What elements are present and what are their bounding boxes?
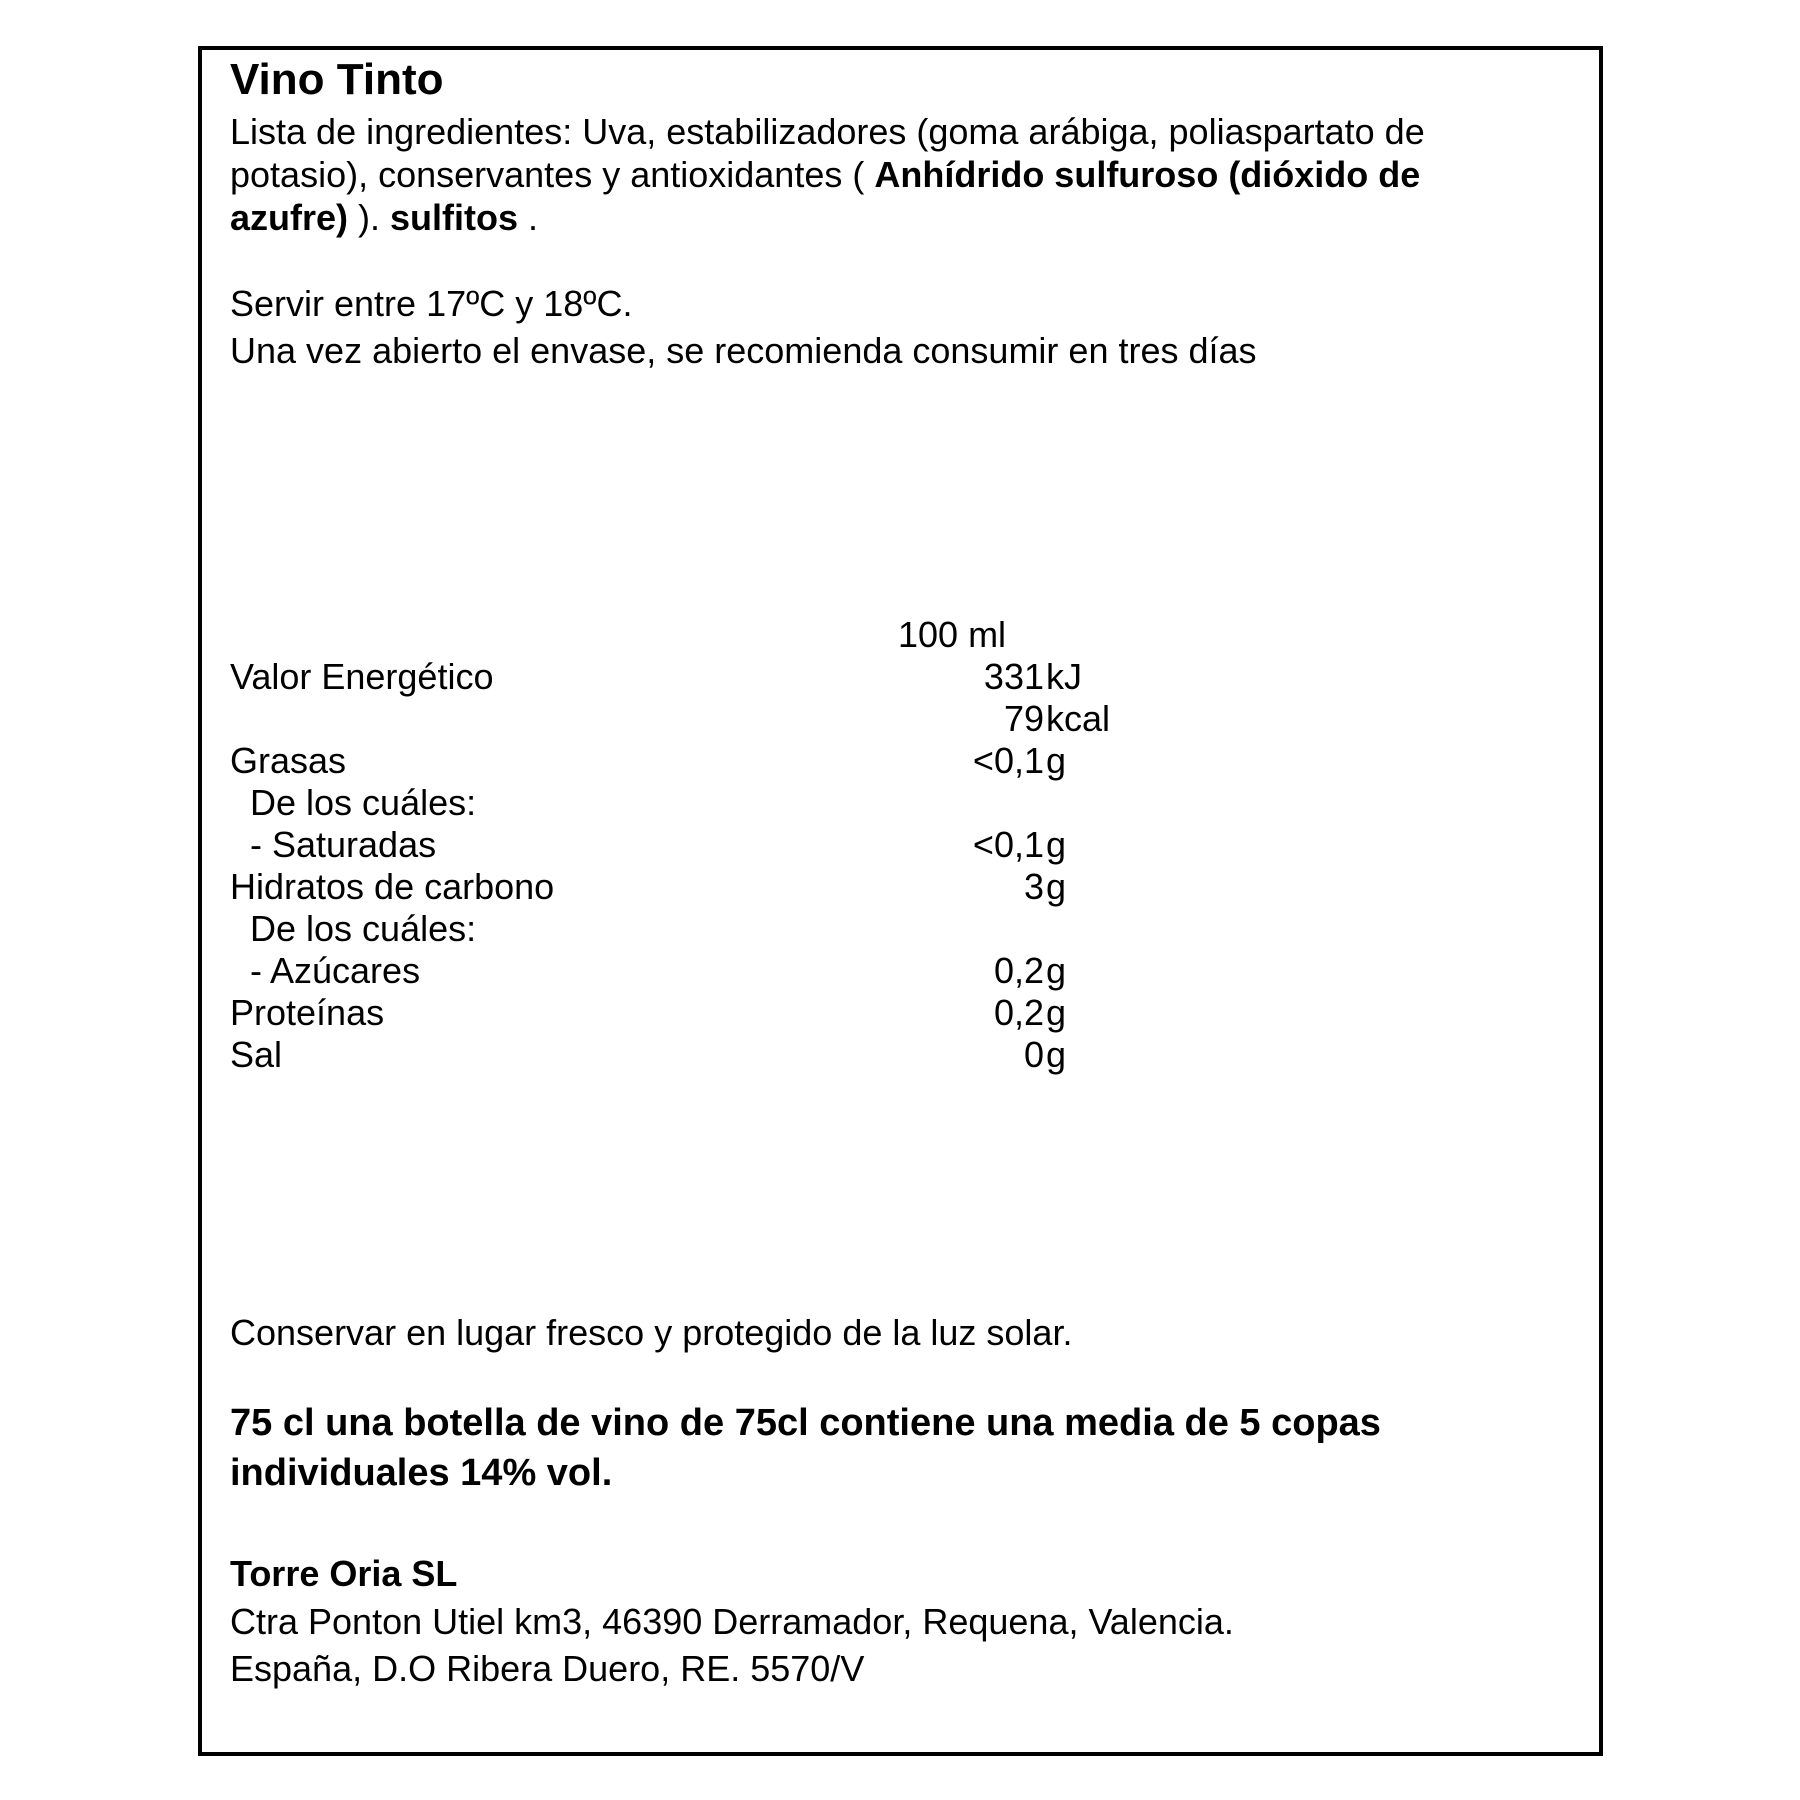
nutrient-value: 0,2 bbox=[993, 992, 1044, 1033]
nutrient-unit: kcal bbox=[1046, 698, 1111, 739]
allergen-sulfites: sulfitos bbox=[390, 197, 519, 238]
nutrient-label: Proteínas bbox=[230, 992, 385, 1033]
nutrient-unit: g bbox=[1046, 1034, 1067, 1075]
nutrient-label: Sal bbox=[230, 1034, 283, 1075]
ingredients-suffix: . bbox=[518, 197, 539, 238]
nutrition-per-header: 100 ml bbox=[898, 614, 1007, 655]
nutrient-unit: kJ bbox=[1046, 656, 1082, 697]
producer-address-line2: España, D.O Ribera Duero, RE. 5570/V bbox=[230, 1648, 865, 1689]
serving-temperature: Servir entre 17ºC y 18ºC. bbox=[230, 283, 633, 324]
allergen-sulfur-dioxide: Anhídrido sulfuroso (dióxido de azufre) bbox=[230, 154, 1421, 238]
ingredients-middle: ). bbox=[348, 197, 391, 238]
nutrient-value: <0,1 bbox=[972, 740, 1044, 781]
nutrient-label: Grasas bbox=[230, 740, 347, 781]
product-title: Vino Tinto bbox=[230, 55, 444, 104]
producer-name: Torre Oria SL bbox=[230, 1553, 458, 1594]
nutrient-value: 0 bbox=[1023, 1034, 1044, 1075]
nutrient-value: 331 bbox=[983, 656, 1044, 697]
nutrient-label: - Saturadas bbox=[250, 824, 437, 865]
volume-and-alcohol: 75 cl una botella de vino de 75cl contiene una media de 5 copas individuales 14% vol. bbox=[230, 1402, 1381, 1494]
nutrient-unit: g bbox=[1046, 950, 1067, 991]
nutrient-label: Hidratos de carbono bbox=[230, 866, 555, 907]
storage-instructions: Conservar en lugar fresco y protegido de la luz solar. bbox=[230, 1312, 1073, 1353]
nutrient-unit: g bbox=[1046, 866, 1067, 907]
nutrient-unit: g bbox=[1046, 824, 1067, 865]
nutrient-value: 0,2 bbox=[993, 950, 1044, 991]
producer-address-line1: Ctra Ponton Utiel km3, 46390 Derramador, Requena, Valencia. bbox=[230, 1601, 1234, 1642]
nutrient-value: <0,1 bbox=[972, 824, 1044, 865]
nutrient-unit: g bbox=[1046, 992, 1067, 1033]
nutrient-value: 79 bbox=[1003, 698, 1044, 739]
nutrient-label: De los cuáles: bbox=[250, 908, 477, 949]
ingredients-prefix: Lista de ingredientes: Uva, estabilizadores (goma arábiga, poliaspartato de potasio), conservantes y antioxidantes ( bbox=[230, 111, 1425, 195]
nutrient-label: Valor Energético bbox=[230, 656, 494, 697]
product-label bbox=[198, 46, 1603, 1756]
nutrient-unit: g bbox=[1046, 740, 1067, 781]
nutrient-label: - Azúcares bbox=[250, 950, 421, 991]
ingredients-list bbox=[230, 110, 1430, 239]
nutrient-value: 3 bbox=[1023, 866, 1044, 907]
after-opening-advice: Una vez abierto el envase, se recomienda consumir en tres días bbox=[230, 330, 1257, 371]
nutrient-label: De los cuáles: bbox=[250, 782, 477, 823]
